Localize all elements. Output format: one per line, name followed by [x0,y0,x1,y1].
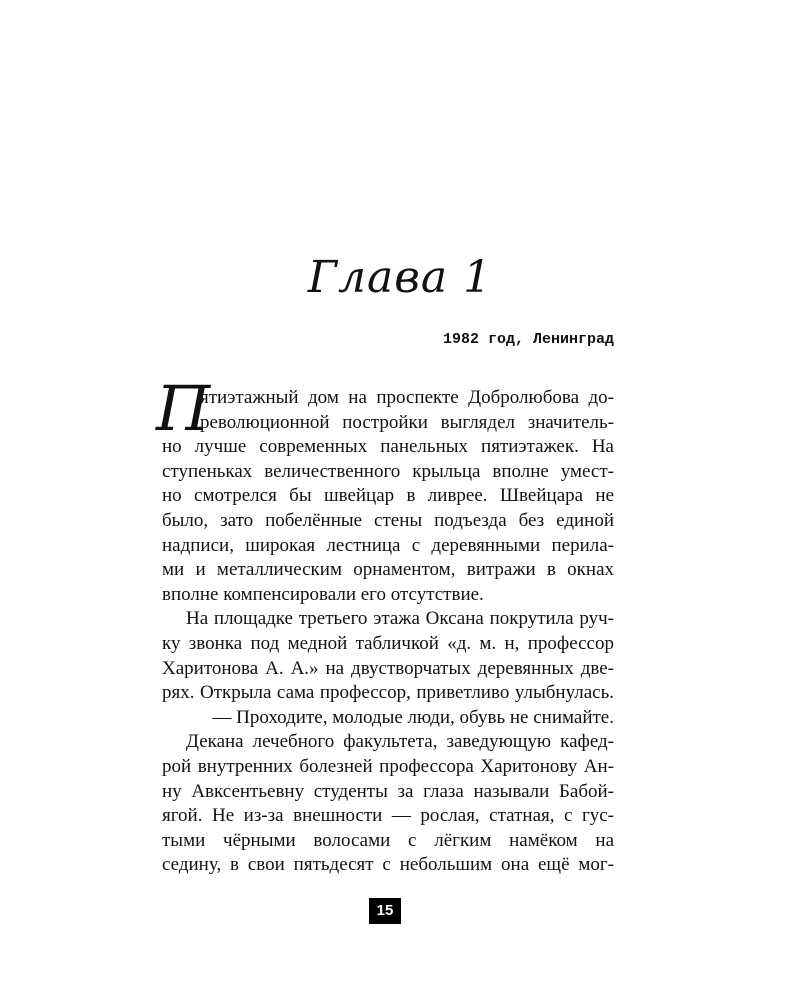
drop-cap: П [156,372,211,445]
body-text [156,372,614,878]
text-line: было, зато побелённые стены подъезда без единой [162,509,614,531]
text-line: — Проходите, молодые люди, обувь не снимайте. [212,706,614,728]
text-line: Харитонова А. А.» на двустворчатых деревянных две- [162,657,614,679]
text-line: седину, в свои пятьдесят с небольшим она ещё мог- [162,854,614,876]
text-line: надписи, широкая лестница с деревянными перила- [162,534,614,556]
text-line: вполне компенсировали его отсутствие. [162,583,484,605]
text-line: но лучше современных панельных пятиэтажек. На [162,436,614,458]
page-number: 15 [369,898,401,924]
text-line: Декана лечебного факультета, заведующую кафед- [186,731,614,753]
text-line: ку звонка под медной табличкой «д. м. н, профессор [162,632,614,654]
text-line: но смотрелся бы швейцар в ливрее. Швейцара не [162,485,614,507]
text-line: ми и металлическим орнаментом, витражи в окнах [162,559,614,581]
chapter-title: Глава 1 [307,252,493,303]
text-line: рой внутренних болезней профессора Харитонову Ан- [162,755,614,777]
text-line: ступеньках величественного крыльца вполне умест- [162,460,614,482]
text-line: ягой. Не из-за внешности — рослая, статная, с гус- [162,805,614,827]
text-line: На площадке третьего этажа Оксана покрутила руч- [186,608,614,630]
text-line: ну Авксентьевну студенты за глаза называли Бабой- [162,780,614,802]
text-line: революционной постройки выглядел значитель- [200,411,614,433]
text-line: ятиэтажный дом на проспекте Добролюбова до- [200,387,614,408]
chapter-epigraph: 1982 год, Ленинград [442,331,614,348]
text-line: рях. Открыла сама профессор, приветливо улыбнулась. [162,682,614,704]
text-line: тыми чёрными волосами с лёгким намёком на [162,829,614,851]
